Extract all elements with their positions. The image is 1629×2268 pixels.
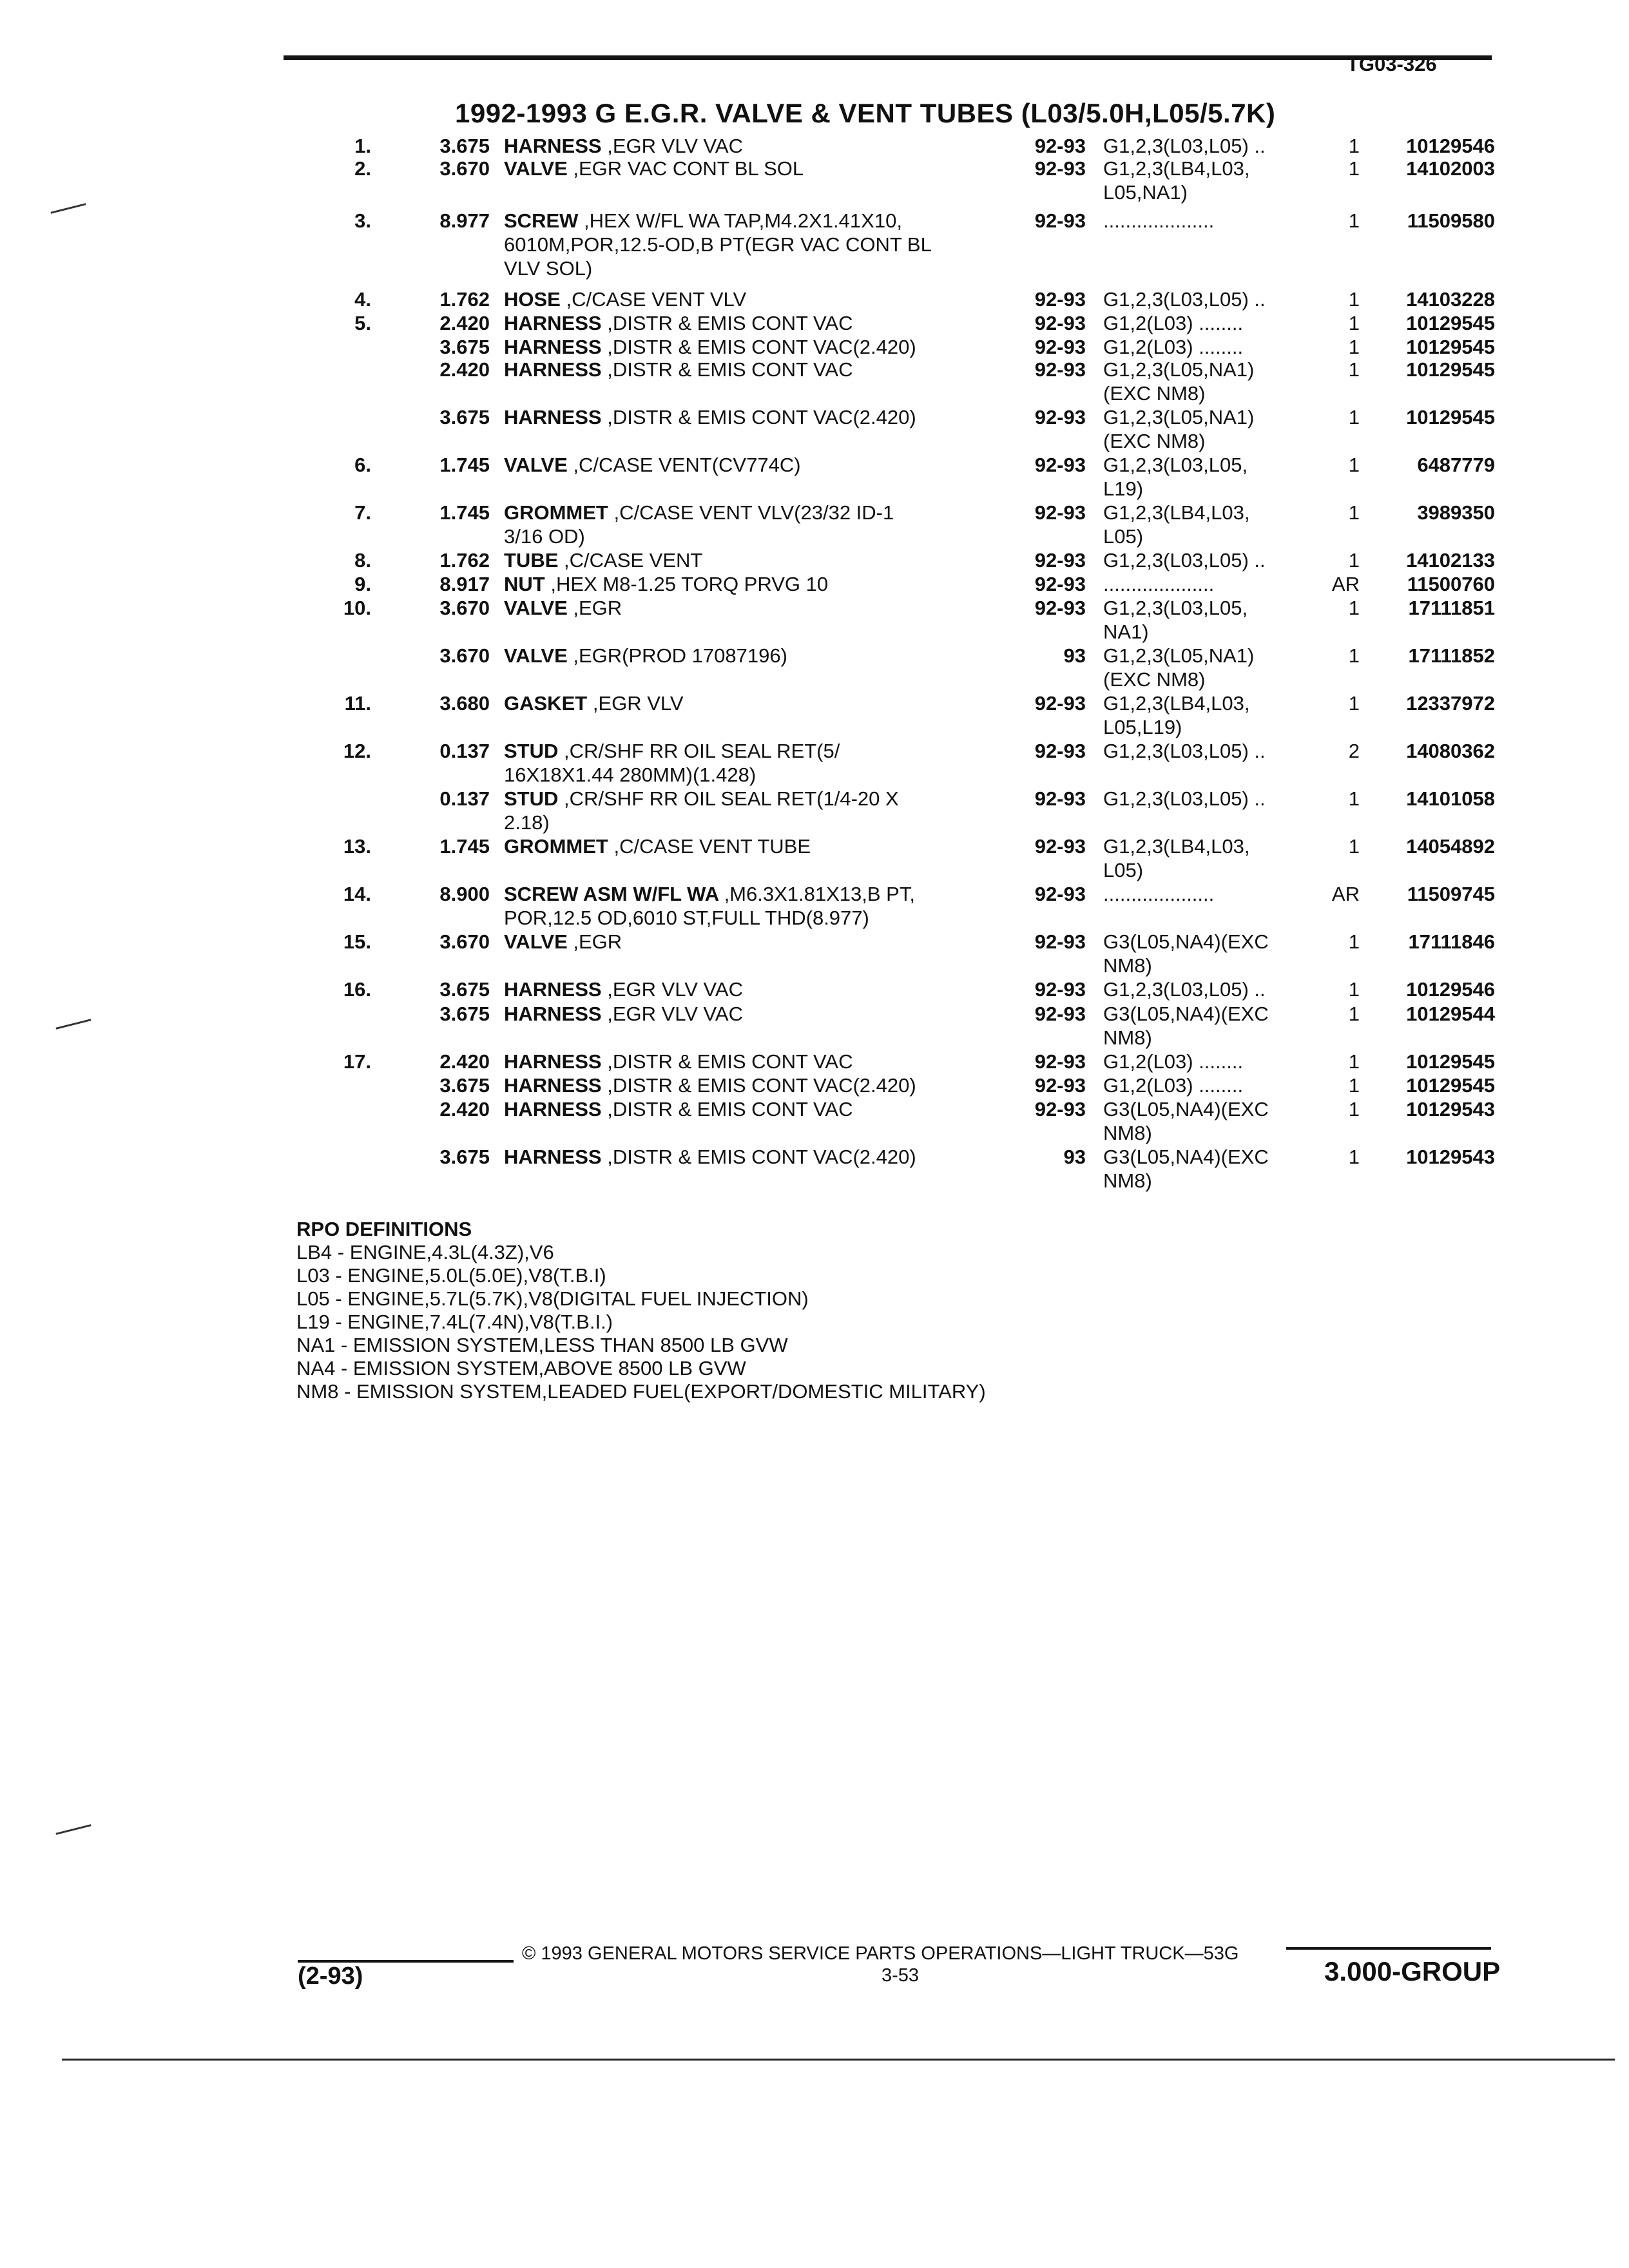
model-usage: G1,2,3(L03,L05, L19) [1103, 454, 1248, 500]
part-number: 10129546 [1406, 978, 1495, 1001]
year-range: 92-93 [1034, 573, 1086, 595]
part-name: HARNESS [504, 1146, 602, 1168]
year-range: 92-93 [1034, 501, 1086, 524]
item-number: 9. [354, 573, 371, 595]
group-number: 3.675 [439, 135, 490, 157]
part-detail: ,DISTR & EMIS CONT VAC(2.420) [607, 1146, 916, 1168]
quantity: 1 [1348, 209, 1360, 232]
group-number: 2.420 [439, 358, 490, 381]
year-range: 92-93 [1034, 358, 1086, 381]
header-rule [284, 55, 1492, 60]
model-usage: G1,2(L03) ........ [1103, 1050, 1244, 1073]
part-name: HARNESS [504, 978, 602, 1001]
model-usage: G3(L05,NA4)(EXC NM8) [1103, 930, 1269, 977]
model-usage: G1,2,3(L03,L05) .. [1103, 740, 1266, 762]
model-usage: G3(L05,NA4)(EXC NM8) [1103, 1098, 1269, 1144]
part-number: 11509580 [1407, 209, 1495, 232]
part-name: HARNESS [504, 1074, 602, 1097]
part-description [504, 739, 1039, 787]
model-usage: G1,2(L03) ........ [1103, 312, 1244, 334]
quantity: 1 [1348, 787, 1360, 810]
part-detail: ,DISTR & EMIS CONT VAC [607, 1050, 853, 1073]
group-number: 3.675 [439, 336, 490, 358]
part-detail: ,EGR VLV VAC [607, 135, 743, 157]
part-description [504, 644, 1039, 668]
model-usage: G1,2,3(L03,L05, NA1) [1103, 597, 1248, 643]
year-range: 92-93 [1034, 406, 1086, 428]
part-name: HARNESS [504, 135, 602, 157]
rpo-item: L03 - ENGINE,5.0L(5.0E),V8(T.B.I) [296, 1264, 606, 1287]
quantity: 1 [1348, 1074, 1360, 1097]
year-range: 92-93 [1034, 209, 1086, 232]
quantity: 1 [1348, 312, 1360, 334]
group-label: 3.000-GROUP [1324, 1956, 1501, 1986]
part-detail: ,EGR(PROD 17087196) [573, 644, 787, 667]
item-number: 14. [343, 883, 371, 905]
part-detail: ,C/CASE VENT VLV(23/32 ID-1 3/16 OD) [504, 501, 894, 548]
revision-date: (2-93) [298, 1963, 363, 1990]
quantity: 1 [1348, 358, 1360, 381]
page-title: 1992-1993 G E.G.R. VALVE & VENT TUBES (L03/5.0H,L05/5.7K) [455, 98, 1276, 128]
year-range: 92-93 [1034, 883, 1086, 905]
part-detail: ,DISTR & EMIS CONT VAC(2.420) [607, 406, 916, 428]
part-detail: ,CR/SHF RR OIL SEAL RET(5/ 16X18X1.44 280MM)(1.428) [504, 740, 840, 786]
model-usage: G1,2,3(L05,NA1) (EXC NM8) [1103, 406, 1255, 452]
page-number: 3-53 [882, 1965, 920, 1986]
year-range: 92-93 [1034, 978, 1086, 1001]
group-number: 1.745 [439, 501, 490, 524]
part-description [504, 882, 1039, 930]
part-detail: ,EGR VLV [592, 692, 684, 715]
part-number: 14101058 [1406, 787, 1495, 810]
part-number: 10129545 [1406, 358, 1495, 381]
part-description [504, 1050, 1039, 1073]
part-name: SCREW [504, 209, 579, 232]
item-number: 2. [354, 157, 371, 180]
part-number: 17111851 [1408, 597, 1495, 619]
model-usage: G1,2,3(L03,L05) .. [1103, 288, 1266, 311]
part-name: HARNESS [504, 406, 602, 428]
part-detail: ,DISTR & EMIS CONT VAC [607, 1098, 853, 1120]
model-usage: .................... [1103, 209, 1215, 232]
quantity: 2 [1348, 740, 1360, 762]
part-number: 14103228 [1406, 288, 1495, 311]
part-description [504, 1073, 1039, 1097]
year-range: 92-93 [1034, 1050, 1086, 1073]
group-number: 8.977 [439, 209, 490, 232]
year-range: 92-93 [1034, 1074, 1086, 1097]
rpo-item: NA1 - EMISSION SYSTEM,LESS THAN 8500 LB GVW [296, 1334, 788, 1356]
group-number: 2.420 [439, 1050, 490, 1073]
part-description [504, 358, 1039, 381]
part-description [504, 157, 1039, 180]
model-usage: .................... [1103, 573, 1215, 595]
part-number: 10129545 [1406, 312, 1495, 334]
group-number: 1.762 [439, 288, 490, 311]
year-range: 93 [1063, 644, 1086, 667]
group-number: 1.745 [439, 835, 490, 858]
part-description [504, 453, 1039, 477]
quantity: 1 [1348, 501, 1360, 524]
group-number: 3.675 [439, 1146, 490, 1168]
model-usage: G1,2(L03) ........ [1103, 1074, 1244, 1097]
part-detail: ,HEX M8-1.25 TORQ PRVG 10 [550, 573, 829, 595]
quantity: 1 [1348, 930, 1360, 953]
quantity: 1 [1348, 288, 1360, 311]
part-description [504, 311, 1039, 335]
item-number: 5. [354, 312, 371, 334]
year-range: 92-93 [1034, 1003, 1086, 1025]
part-name: VALVE [504, 157, 568, 180]
part-description [504, 930, 1039, 954]
part-description [504, 596, 1039, 620]
part-number: 14102003 [1406, 157, 1495, 180]
part-detail: ,DISTR & EMIS CONT VAC(2.420) [607, 1074, 916, 1097]
quantity: 1 [1348, 1003, 1360, 1025]
part-name: VALVE [504, 930, 568, 953]
year-range: 92-93 [1034, 312, 1086, 334]
quantity: AR [1331, 573, 1360, 595]
part-number: 10129543 [1406, 1098, 1495, 1120]
bottom-rule [62, 2059, 1615, 2061]
quantity: 1 [1348, 597, 1360, 619]
model-usage: G1,2,3(L03,L05) .. [1103, 549, 1266, 572]
group-number: 1.745 [439, 454, 490, 476]
copyright-line: © 1993 GENERAL MOTORS SERVICE PARTS OPERATIONS—LIGHT TRUCK—53G [522, 1943, 1239, 1964]
quantity: 1 [1348, 135, 1360, 157]
group-number: 2.420 [439, 1098, 490, 1120]
part-detail: ,EGR VLV VAC [607, 1003, 743, 1025]
part-name: HARNESS [504, 1003, 602, 1025]
year-range: 93 [1063, 1146, 1086, 1168]
model-usage: G1,2(L03) ........ [1103, 336, 1244, 358]
binder-mark [55, 1019, 91, 1029]
group-number: 3.675 [439, 978, 490, 1001]
part-number: 10129546 [1406, 135, 1495, 157]
part-detail: ,HEX W/FL WA TAP,M4.2X1.41X10, 6010M,POR,12.5-OD,B PT(EGR VAC CONT BL VLV SOL) [504, 209, 932, 280]
part-name: GROMMET [504, 835, 608, 858]
group-number: 3.670 [439, 597, 490, 619]
rpo-item: L19 - ENGINE,7.4L(7.4N),V8(T.B.I.) [296, 1311, 613, 1333]
model-usage: G3(L05,NA4)(EXC NM8) [1103, 1146, 1269, 1192]
group-number: 8.917 [439, 573, 490, 595]
part-description [504, 335, 1039, 359]
part-number: 10129545 [1406, 406, 1495, 428]
part-number: 12337972 [1406, 692, 1495, 715]
rpo-item: NM8 - EMISSION SYSTEM,LEADED FUEL(EXPORT/DOMESTIC MILITARY) [296, 1380, 986, 1403]
part-detail: ,DISTR & EMIS CONT VAC [607, 358, 853, 381]
part-number: 11509745 [1407, 883, 1495, 905]
model-usage: G3(L05,NA4)(EXC NM8) [1103, 1003, 1269, 1049]
part-description [504, 1002, 1039, 1026]
part-detail: ,C/CASE VENT(CV774C) [573, 454, 801, 476]
part-description [504, 1145, 1039, 1169]
part-description [504, 209, 1039, 280]
part-description [504, 572, 1039, 596]
model-usage: G1,2,3(L03,L05) .. [1103, 135, 1266, 157]
part-number: 11500760 [1407, 573, 1495, 595]
group-number: 3.675 [439, 406, 490, 428]
quantity: 1 [1348, 692, 1360, 715]
item-number: 11. [344, 692, 371, 715]
model-usage: G1,2,3(L03,L05) .. [1103, 787, 1266, 810]
group-number: 1.762 [439, 549, 490, 572]
year-range: 92-93 [1034, 135, 1086, 157]
year-range: 92-93 [1034, 692, 1086, 715]
part-number: 10129545 [1406, 336, 1495, 358]
part-description [504, 834, 1039, 858]
part-detail: ,C/CASE VENT TUBE [613, 835, 811, 858]
model-usage: G1,2,3(LB4,L03, L05) [1103, 835, 1250, 881]
quantity: 1 [1348, 336, 1360, 358]
group-number: 0.137 [439, 740, 490, 762]
quantity: 1 [1348, 644, 1360, 667]
model-usage: G1,2,3(LB4,L03, L05,NA1) [1103, 157, 1250, 204]
model-usage: .................... [1103, 883, 1215, 905]
year-range: 92-93 [1034, 1098, 1086, 1120]
part-number: 14054892 [1406, 835, 1495, 858]
part-name: VALVE [504, 644, 568, 667]
part-name: TUBE [504, 549, 559, 572]
quantity: 1 [1348, 454, 1360, 476]
group-number: 3.670 [439, 644, 490, 667]
item-number: 8. [354, 549, 371, 572]
quantity: 1 [1348, 1098, 1360, 1120]
rpo-item: L05 - ENGINE,5.7L(5.7K),V8(DIGITAL FUEL INJECTION) [296, 1287, 809, 1310]
quantity: AR [1331, 883, 1360, 905]
model-usage: G1,2,3(L05,NA1) (EXC NM8) [1103, 358, 1255, 405]
part-detail: ,EGR VLV VAC [607, 978, 743, 1001]
part-name: VALVE [504, 454, 568, 476]
group-number: 3.670 [439, 157, 490, 180]
binder-mark [50, 203, 86, 213]
part-description [504, 548, 1039, 572]
part-name: HARNESS [504, 358, 602, 381]
rpo-item: LB4 - ENGINE,4.3L(4.3Z),V6 [296, 1241, 554, 1264]
model-usage: G1,2,3(LB4,L03, L05) [1103, 501, 1250, 548]
item-number: 7. [354, 501, 371, 524]
part-description [504, 405, 1039, 429]
part-detail: ,DISTR & EMIS CONT VAC(2.420) [607, 336, 916, 358]
part-number: 10129545 [1406, 1050, 1495, 1073]
part-detail: ,C/CASE VENT VLV [566, 288, 747, 311]
year-range: 92-93 [1034, 740, 1086, 762]
quantity: 1 [1348, 549, 1360, 572]
part-number: 3989350 [1417, 501, 1495, 524]
item-number: 4. [354, 288, 371, 311]
group-number: 3.675 [439, 1003, 490, 1025]
part-number: 14102133 [1406, 549, 1495, 572]
quantity: 1 [1348, 978, 1360, 1001]
rpo-definitions [296, 1218, 986, 1403]
year-range: 92-93 [1034, 157, 1086, 180]
part-name: GROMMET [504, 501, 608, 524]
item-number: 3. [354, 209, 371, 232]
group-number: 2.420 [439, 312, 490, 334]
group-number: 3.680 [439, 692, 490, 715]
part-name: HARNESS [504, 336, 602, 358]
part-detail: ,EGR [573, 597, 622, 619]
part-name: SCREW ASM W/FL WA [504, 883, 718, 905]
year-range: 92-93 [1034, 835, 1086, 858]
part-detail: ,DISTR & EMIS CONT VAC [607, 312, 853, 334]
group-number: 3.675 [439, 1074, 490, 1097]
year-range: 92-93 [1034, 597, 1086, 619]
item-number: 10. [343, 597, 371, 619]
year-range: 92-93 [1034, 930, 1086, 953]
year-range: 92-93 [1034, 787, 1086, 810]
part-detail: ,EGR VAC CONT BL SOL [573, 157, 804, 180]
part-description [504, 287, 1039, 311]
part-description [504, 1097, 1039, 1121]
part-detail: ,M6.3X1.81X13,B PT, POR,12.5 OD,6010 ST,FULL THD(8.977) [504, 883, 915, 929]
item-number: 1. [354, 135, 371, 157]
group-number: 8.900 [439, 883, 490, 905]
item-number: 6. [354, 454, 371, 476]
part-number: 10129544 [1406, 1003, 1495, 1025]
part-name: NUT [504, 573, 545, 595]
model-usage: G1,2,3(L03,L05) .. [1103, 978, 1266, 1001]
item-number: 16. [343, 978, 371, 1001]
page-id: TG03-326 [1347, 53, 1437, 75]
quantity: 1 [1348, 406, 1360, 428]
footer-rule-right [1286, 1947, 1491, 1950]
part-name: GASKET [504, 692, 588, 715]
part-detail: ,C/CASE VENT [564, 549, 703, 572]
model-usage: G1,2,3(L05,NA1) (EXC NM8) [1103, 644, 1255, 691]
part-detail: ,CR/SHF RR OIL SEAL RET(1/4-20 X 2.18) [504, 787, 899, 834]
quantity: 1 [1348, 835, 1360, 858]
quantity: 1 [1348, 1050, 1360, 1073]
quantity: 1 [1348, 1146, 1360, 1168]
year-range: 92-93 [1034, 288, 1086, 311]
part-number: 17111846 [1408, 930, 1495, 953]
part-description [504, 787, 1039, 834]
part-name: HARNESS [504, 312, 602, 334]
part-name: STUD [504, 787, 559, 810]
part-number: 10129545 [1406, 1074, 1495, 1097]
item-number: 17. [343, 1050, 371, 1073]
item-number: 13. [343, 835, 371, 858]
part-name: HARNESS [504, 1098, 602, 1120]
year-range: 92-93 [1034, 454, 1086, 476]
part-description [504, 134, 1039, 158]
part-description [504, 501, 1039, 548]
part-name: VALVE [504, 597, 568, 619]
part-name: HARNESS [504, 1050, 602, 1073]
item-number: 12. [343, 740, 371, 762]
group-number: 0.137 [439, 787, 490, 810]
rpo-item: NA4 - EMISSION SYSTEM,ABOVE 8500 LB GVW [296, 1357, 746, 1379]
part-number: 6487779 [1417, 454, 1495, 476]
part-number: 14080362 [1406, 740, 1495, 762]
rpo-heading: RPO DEFINITIONS [296, 1218, 472, 1240]
part-description [504, 691, 1039, 715]
year-range: 92-93 [1034, 549, 1086, 572]
part-number: 10129543 [1406, 1146, 1495, 1168]
part-description [504, 977, 1039, 1001]
binder-mark [55, 1824, 91, 1834]
item-number: 15. [343, 930, 371, 953]
quantity: 1 [1348, 157, 1360, 180]
part-number: 17111852 [1408, 644, 1495, 667]
year-range: 92-93 [1034, 336, 1086, 358]
group-number: 3.670 [439, 930, 490, 953]
part-name: STUD [504, 740, 559, 762]
part-detail: ,EGR [573, 930, 622, 953]
model-usage: G1,2,3(LB4,L03, L05,L19) [1103, 692, 1250, 738]
part-name: HOSE [504, 288, 561, 311]
